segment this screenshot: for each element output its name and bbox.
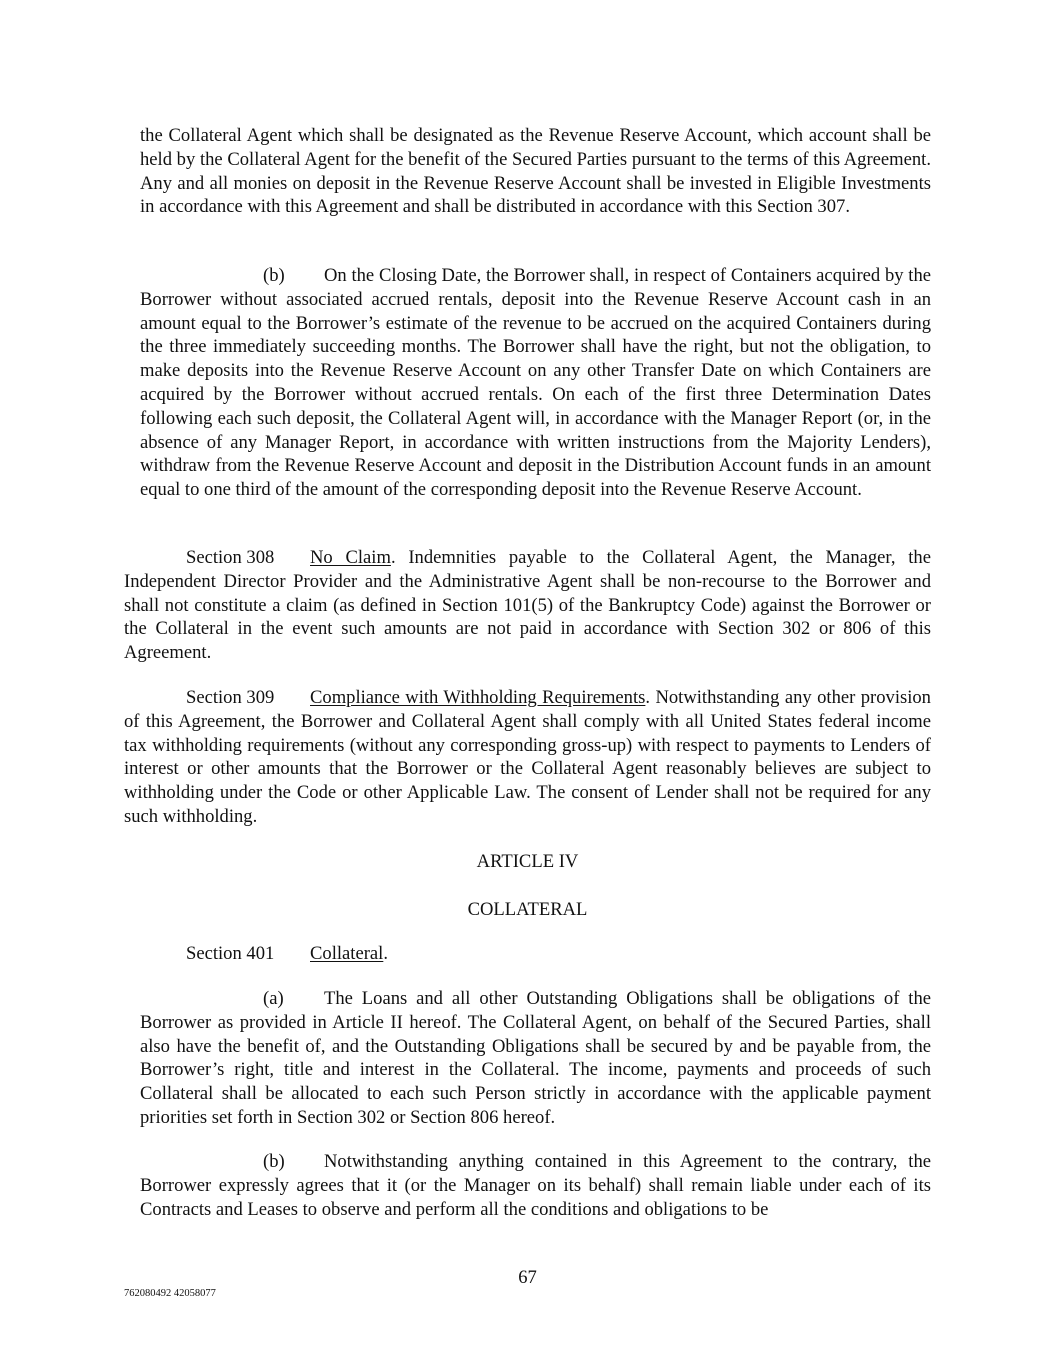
section-309-number: Section 309 xyxy=(186,687,275,708)
clause-a-text: The Loans and all other Outstanding Obligations shall be obligations of the Borrower as provided in Article II hereof. The Collateral Agent, on behalf of the Secured Parties, shall also have the benefit of, and the Outstanding Obligations shall be secured by and be payable from, the Borrower’s right, title and interest in the Collateral. The income, payments and proceeds of such Collateral shall be allocated to each such Person strictly in accordance with the applicable payment priorities set forth in Section 302 or Section 806 hereof. xyxy=(140,988,931,1128)
section-308-title: No Claim xyxy=(310,547,391,568)
continued-paragraph xyxy=(140,124,931,219)
clause-b2-label: (b) xyxy=(263,1151,285,1172)
document-id: 762080492 42058077 xyxy=(124,1288,216,1299)
section-401-period: . xyxy=(383,943,388,964)
section-401-heading xyxy=(124,942,931,966)
section-401-clause-a xyxy=(140,987,931,1130)
section-308-text: . Indemnities payable to the Collateral Agent, the Manager, the Independent Director Provider and the Administrative Agent shall be non-recourse to the Borrower and shall not constitute a claim (as defined in Section 101(5) of the Bankruptcy Code) against the Borrower or the Collateral in the event such amounts are not paid in accordance with Section 302 or 806 of this Agreement. xyxy=(124,547,931,664)
page-number: 67 xyxy=(518,1267,537,1288)
section-309-paragraph xyxy=(124,686,931,829)
clause-b2-text: Notwithstanding anything contained in this Agreement to the contrary, the Borrower expressly agrees that it (or the Manager on its behalf) shall remain liable under each of its Contracts and Leases to observe and perform all the conditions and obligations to be xyxy=(140,1151,931,1220)
section-308-paragraph xyxy=(124,546,931,665)
clause-b-label: (b) xyxy=(263,265,285,286)
clause-b-text: On the Closing Date, the Borrower shall, in respect of Containers acquired by the Borrower without associated accrued rentals, deposit into the Revenue Reserve Account cash in an amount equal to the Borrower’s estimate of the revenue to be accrued on the acquired Containers during the three immediately succeeding months. The Borrower shall have the right, but not the obligation, to make deposits into the Revenue Reserve Account on any other Transfer Date on which Containers are acquired by the Borrower without accrued rentals. On each of the first three Determination Dates following each such deposit, the Collateral Agent will, in accordance with the Manager Report (or, in the absence of any Manager Report, in accordance with written instructions from the Majority Lenders), withdraw from the Revenue Reserve Account and deposit in the Distribution Account funds in an amount equal to one third of the amount of the corresponding deposit into the Revenue Reserve Account. xyxy=(140,265,931,501)
section-309-text: . Notwithstanding any other provision of this Agreement, the Borrower and Collateral Agent shall comply with all United States federal income tax withholding requirements (without any corresponding gross-up) with respect to payments to Lenders of interest or other amounts that the Borrower or the Collateral Agent reasonably believes are subject to withholding under the Code or other Applicable Law. The consent of Lender shall not be required for any such withholding. xyxy=(124,687,931,827)
section-308-number: Section 308 xyxy=(186,547,275,568)
article-heading: ARTICLE IV xyxy=(476,851,579,872)
section-401-clause-b xyxy=(140,1150,931,1221)
section-309-title: Compliance with Withholding Requirements xyxy=(310,687,646,708)
clause-a-label: (a) xyxy=(263,988,284,1009)
section-401-number: Section 401 xyxy=(186,943,275,964)
article-title: COLLATERAL xyxy=(467,899,588,920)
revenue-reserve-deposit-paragraph xyxy=(140,264,931,502)
section-401-title: Collateral xyxy=(310,943,384,964)
continued-paragraph-text: the Collateral Agent which shall be designated as the Revenue Reserve Account, which account shall be held by the Collateral Agent for the benefit of the Secured Parties pursuant to the terms of this Agreement. Any and all monies on deposit in the Revenue Reserve Account shall be invested in Eligible Investments in accordance with this Agreement and shall be distributed in accordance with this Section 307. xyxy=(140,125,931,218)
